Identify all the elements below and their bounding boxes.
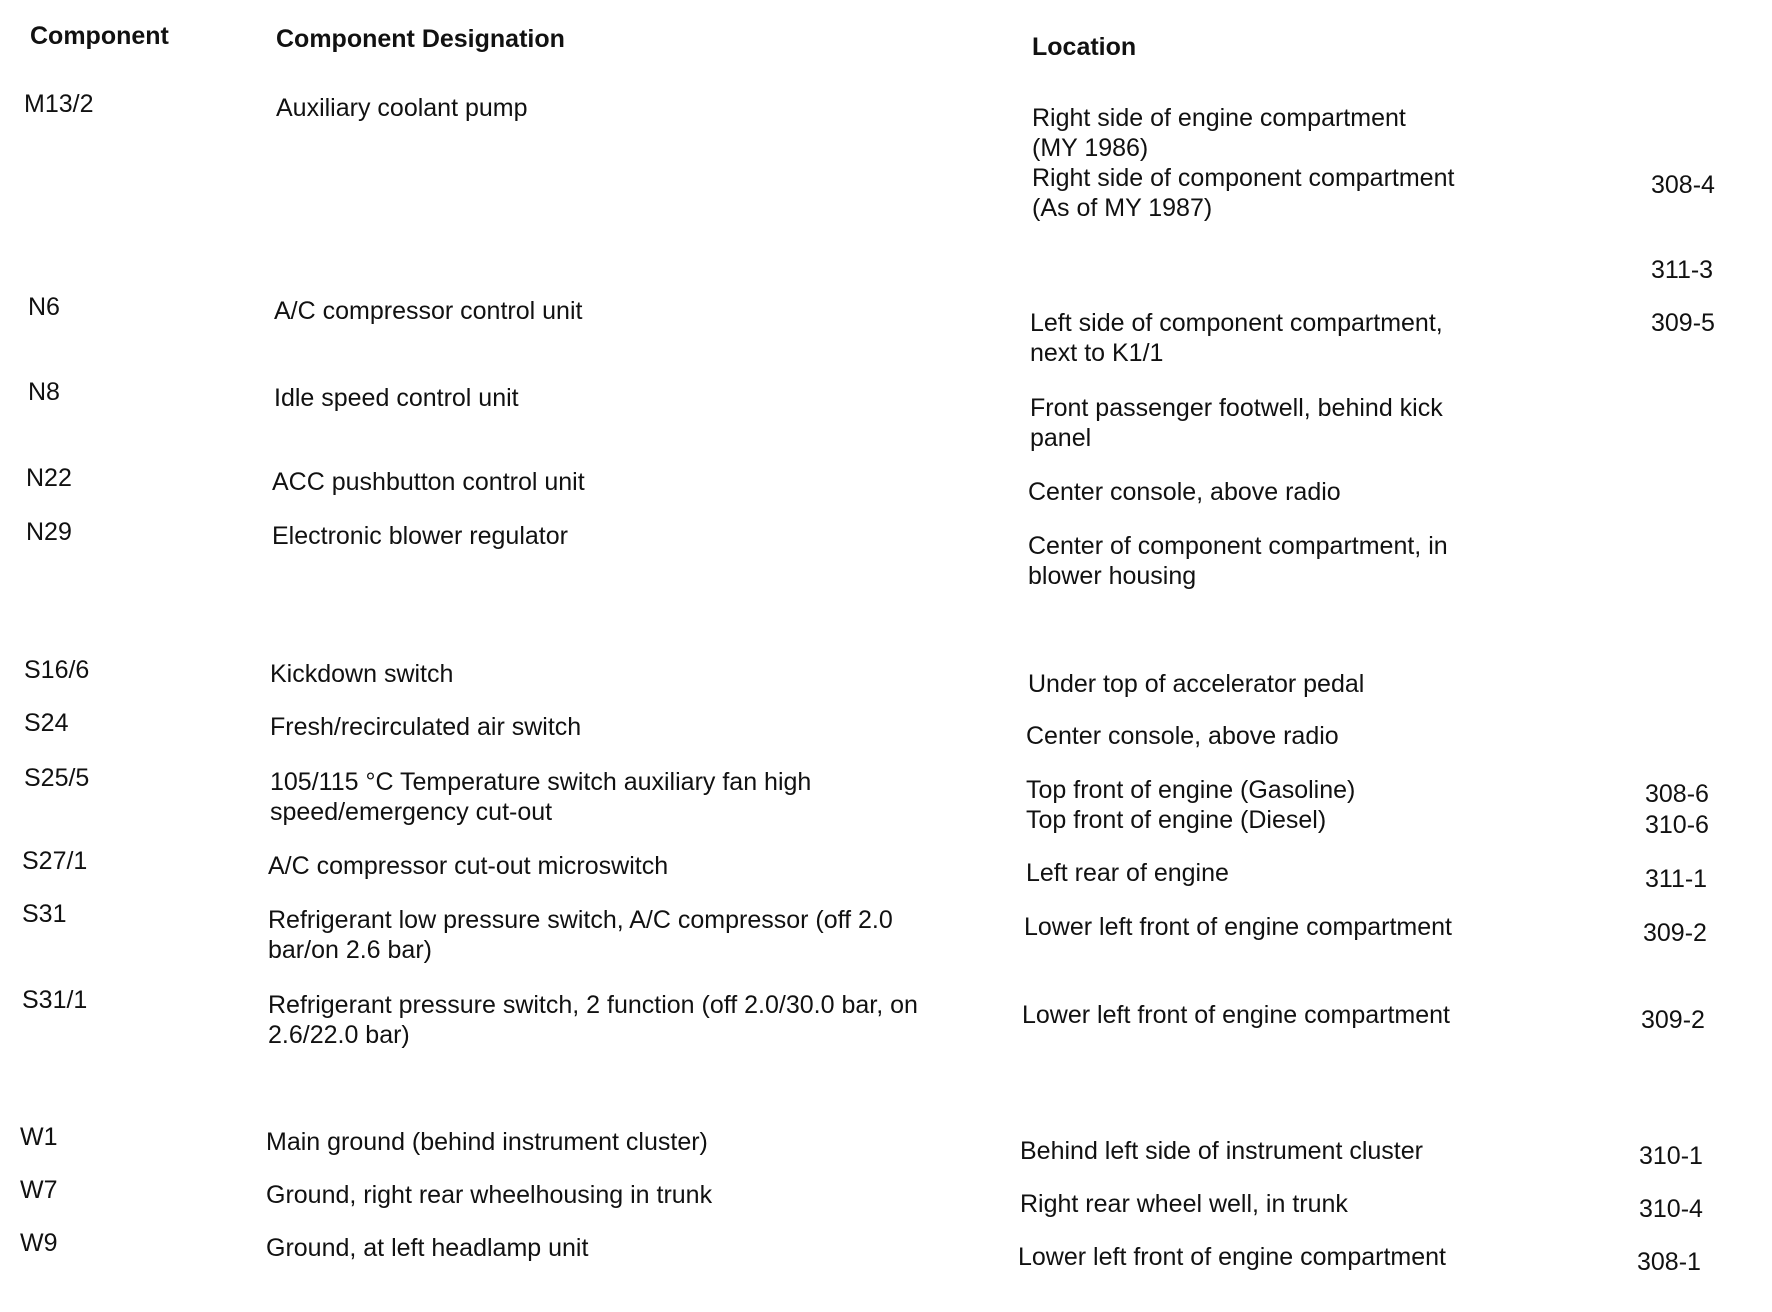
component-code: N22 <box>26 464 72 492</box>
component-designation: A/C compressor cut-out microswitch <box>268 852 669 880</box>
component-location: Behind left side of instrument cluster <box>1020 1137 1423 1165</box>
component-location: Lower left front of engine compartment <box>1024 913 1453 941</box>
diagram-reference: 310-1 <box>1639 1142 1703 1170</box>
header-location: Location <box>1032 33 1137 61</box>
component-code: S31 <box>22 900 67 928</box>
component-designation: ACC pushbutton control unit <box>272 468 585 496</box>
component-designation: 105/115 °C Temperature switch auxiliary fan high speed/emergency cut-out <box>270 768 812 826</box>
component-location: Front passenger footwell, behind kick panel <box>1030 394 1443 452</box>
component-code: S31/1 <box>22 986 88 1014</box>
component-location: Lower left front of engine compartment <box>1018 1243 1447 1271</box>
component-code: N29 <box>26 518 72 546</box>
component-designation: Ground, at left headlamp unit <box>266 1234 589 1262</box>
component-designation: Refrigerant pressure switch, 2 function (off 2.0/30.0 bar, on 2.6/22.0 bar) <box>268 991 918 1049</box>
diagram-reference: 309-2 <box>1643 919 1707 947</box>
component-designation: Refrigerant low pressure switch, A/C compressor (off 2.0 bar/on 2.6 bar) <box>268 906 893 964</box>
component-location: Right rear wheel well, in trunk <box>1020 1190 1348 1218</box>
component-code: S16/6 <box>24 656 90 684</box>
component-designation: Ground, right rear wheelhousing in trunk <box>266 1181 713 1209</box>
diagram-reference: 308-1 <box>1637 1248 1701 1276</box>
component-code: S25/5 <box>24 764 90 792</box>
component-designation: Electronic blower regulator <box>272 522 568 550</box>
component-code: N6 <box>28 293 60 321</box>
component-designation: Idle speed control unit <box>274 384 519 412</box>
component-code: M13/2 <box>24 90 94 118</box>
component-location: Left rear of engine <box>1026 859 1229 887</box>
component-location: Lower left front of engine compartment <box>1022 1001 1451 1029</box>
component-code: W9 <box>20 1229 58 1257</box>
diagram-reference: 308-4 <box>1651 171 1715 199</box>
component-location: Center console, above radio <box>1026 722 1339 750</box>
diagram-reference: 310-6 <box>1645 811 1709 839</box>
diagram-reference: 311-1 <box>1645 865 1708 893</box>
component-code: W7 <box>20 1176 58 1204</box>
component-code: N8 <box>28 378 60 406</box>
component-code: S27/1 <box>22 847 88 875</box>
diagram-reference: 308-6 <box>1645 780 1709 808</box>
header-component-designation: Component Designation <box>276 25 565 53</box>
component-code: S24 <box>24 709 69 737</box>
component-location: Center of component compartment, in blower housing <box>1028 532 1448 590</box>
component-designation: A/C compressor control unit <box>274 297 583 325</box>
component-location: Left side of component compartment, next to K1/1 <box>1030 309 1443 367</box>
component-location: Top front of engine (Gasoline) Top front of engine (Diesel) <box>1026 776 1356 834</box>
diagram-reference: 310-4 <box>1639 1195 1703 1223</box>
component-location: Under top of accelerator pedal <box>1028 670 1365 698</box>
component-designation: Auxiliary coolant pump <box>276 94 528 122</box>
component-designation: Fresh/recirculated air switch <box>270 713 582 741</box>
diagram-reference: 311-3 <box>1651 256 1714 284</box>
component-designation: Kickdown switch <box>270 660 454 688</box>
component-location: Center console, above radio <box>1028 478 1341 506</box>
component-designation: Main ground (behind instrument cluster) <box>266 1128 708 1156</box>
component-location: Right side of engine compartment (MY 1986) Right side of component compartment (As of MY 1987) <box>1032 104 1455 222</box>
component-code: W1 <box>20 1123 58 1151</box>
diagram-reference: 309-5 <box>1651 309 1715 337</box>
diagram-reference: 309-2 <box>1641 1006 1705 1034</box>
header-component: Component <box>30 22 169 50</box>
